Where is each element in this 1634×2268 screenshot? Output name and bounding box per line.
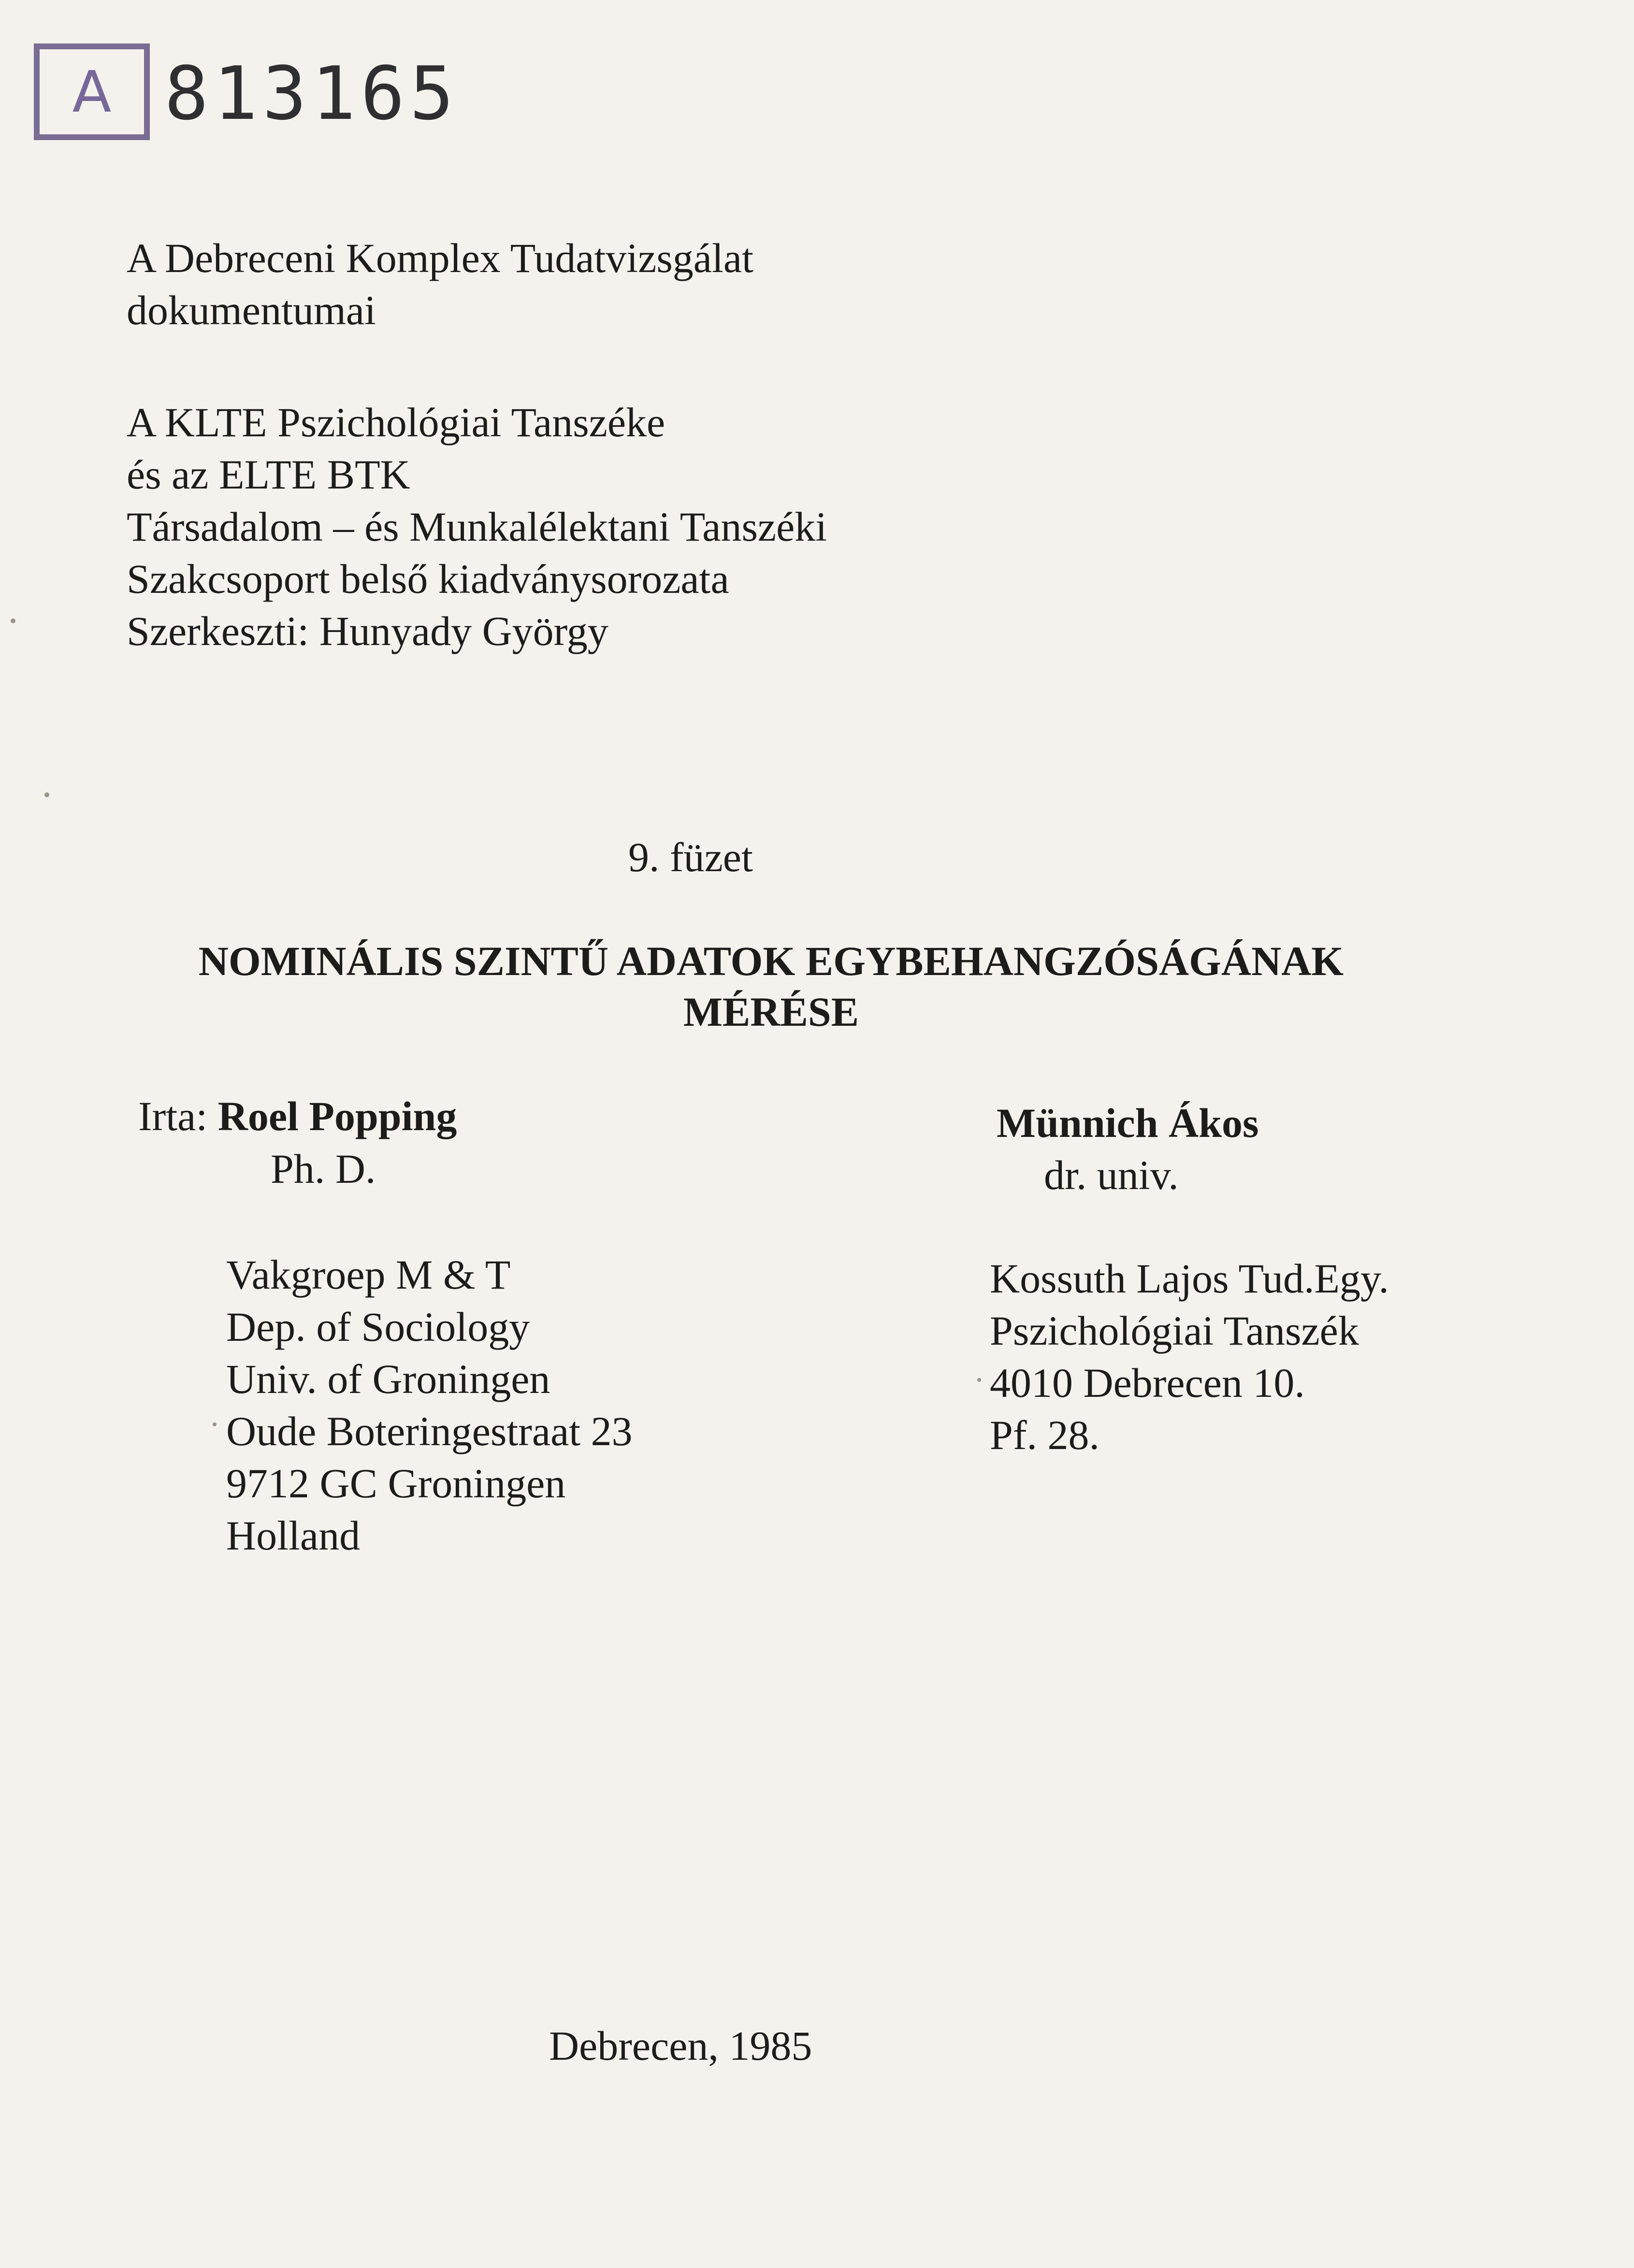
address-line: Vakgroep M & T [226,1251,511,1298]
author-right-name: Münnich Ákos [997,1100,1259,1146]
address-line: Univ. of Groningen [226,1356,550,1402]
address-line: Dep. of Sociology [226,1304,530,1350]
publisher-line: és az ELTE BTK [127,451,410,498]
author-right-degree: dr. univ. [1044,1152,1179,1198]
publisher-line: A KLTE Pszichológiai Tanszéke [127,399,665,445]
publisher-line: Társadalom – és Munkalélektani Tanszéki [127,503,827,550]
address-line: Holland [226,1512,361,1559]
paper-speck [213,1422,217,1426]
address-line: Oude Boteringestraat 23 [226,1408,633,1454]
issue-number: 9. füzet [628,834,753,880]
author-left-heading [138,1090,457,1142]
library-stamp [34,43,150,140]
paper-speck [977,1378,981,1382]
address-line: Pszichológiai Tanszék [990,1307,1359,1354]
publisher-block [127,396,827,657]
publisher-line: Szakcsoport belső kiadványsorozata [127,556,729,602]
address-line: Kossuth Lajos Tud.Egy. [990,1255,1389,1302]
address-line: 9712 GC Groningen [226,1460,566,1507]
address-line: Pf. 28. [990,1412,1099,1458]
series-title [127,232,753,336]
main-title-line-2: MÉRÉSE [683,989,859,1035]
author-left-degree: Ph. D. [271,1146,376,1192]
main-title-line-1: NOMINÁLIS SZINTŰ ADATOK EGYBEHANGZÓSÁGÁNAK [198,938,1344,984]
address-line: 4010 Debrecen 10. [990,1360,1305,1406]
author-left-address [226,1249,633,1562]
stamp-letter: A [72,58,112,125]
author-right-address [990,1252,1389,1461]
series-title-line: A Debreceni Komplex Tudatvizsgálat [127,235,753,281]
paper-speck [44,792,49,797]
author-right-heading [997,1097,1258,1149]
imprint: Debrecen, 1985 [549,2023,812,2069]
paper-speck [11,618,15,623]
written-by-label: Irta: [138,1093,208,1139]
publisher-line: Szerkeszti: Hunyady György [127,608,608,654]
series-title-line: dokumentumai [127,287,376,333]
author-left-name: Roel Popping [217,1093,457,1139]
stamp-number: 813165 [164,51,459,136]
